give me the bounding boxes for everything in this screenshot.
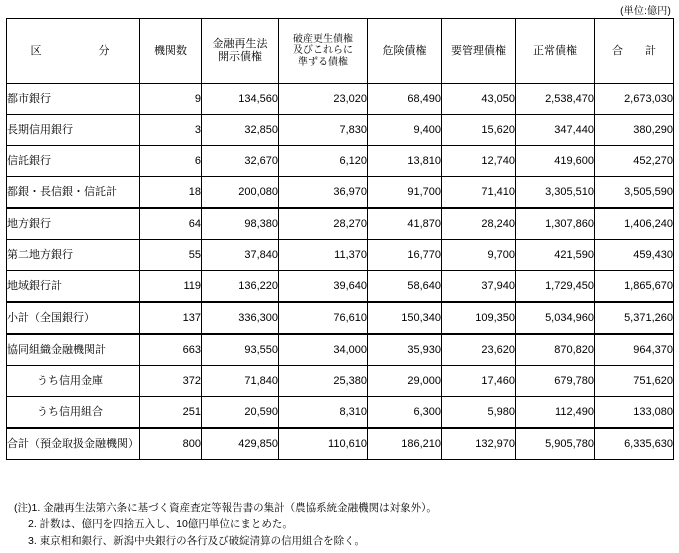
row-label: 地方銀行 — [7, 208, 140, 240]
cell-total: 380,290 — [595, 115, 674, 146]
cell-doubtful-claims: 91,700 — [368, 177, 442, 209]
row-label: 小計（全国銀行） — [7, 302, 140, 334]
cell-institutions: 663 — [140, 334, 202, 366]
cell-disclosed-claims: 37,840 — [202, 240, 279, 271]
cell-institutions: 9 — [140, 84, 202, 115]
unit-note: (単位:億円) — [620, 6, 671, 17]
cell-disclosed-claims: 134,560 — [202, 84, 279, 115]
cell-institutions: 372 — [140, 366, 202, 397]
cell-bankrupt-claims: 110,610 — [279, 428, 368, 460]
table-row — [7, 240, 674, 271]
table-header-row — [7, 19, 674, 84]
cell-disclosed-claims: 93,550 — [202, 334, 279, 366]
cell-normal-claims: 419,600 — [516, 146, 595, 177]
cell-doubtful-claims: 68,490 — [368, 84, 442, 115]
cell-normal-claims: 870,820 — [516, 334, 595, 366]
table-row — [7, 397, 674, 429]
cell-bankrupt-claims: 6,120 — [279, 146, 368, 177]
table-row — [7, 84, 674, 115]
cell-normal-claims: 347,440 — [516, 115, 595, 146]
cell-doubtful-claims: 16,770 — [368, 240, 442, 271]
column-header-institutions: 機関数 — [140, 19, 202, 84]
cell-substandard-claims: 15,620 — [442, 115, 516, 146]
cell-bankrupt-claims: 23,020 — [279, 84, 368, 115]
cell-disclosed-claims: 136,220 — [202, 271, 279, 303]
cell-bankrupt-claims: 36,970 — [279, 177, 368, 209]
cell-bankrupt-claims: 7,830 — [279, 115, 368, 146]
cell-institutions: 55 — [140, 240, 202, 271]
cell-doubtful-claims: 35,930 — [368, 334, 442, 366]
cell-substandard-claims: 43,050 — [442, 84, 516, 115]
column-header-bankrupt-claims — [279, 19, 368, 84]
cell-bankrupt-claims: 25,380 — [279, 366, 368, 397]
cell-disclosed-claims: 336,300 — [202, 302, 279, 334]
cell-normal-claims: 421,590 — [516, 240, 595, 271]
cell-substandard-claims: 9,700 — [442, 240, 516, 271]
cell-bankrupt-claims: 11,370 — [279, 240, 368, 271]
cell-total: 133,080 — [595, 397, 674, 429]
column-header-doubtful-claims: 危険債権 — [368, 19, 442, 84]
table-row — [7, 146, 674, 177]
cell-normal-claims: 1,307,860 — [516, 208, 595, 240]
cell-disclosed-claims: 20,590 — [202, 397, 279, 429]
row-label: 信託銀行 — [7, 146, 140, 177]
table-row — [7, 208, 674, 240]
cell-institutions: 3 — [140, 115, 202, 146]
cell-disclosed-claims: 429,850 — [202, 428, 279, 460]
cell-normal-claims: 5,034,960 — [516, 302, 595, 334]
cell-total: 964,370 — [595, 334, 674, 366]
cell-total: 1,406,240 — [595, 208, 674, 240]
cell-doubtful-claims: 29,000 — [368, 366, 442, 397]
cell-normal-claims: 679,780 — [516, 366, 595, 397]
cell-substandard-claims: 23,620 — [442, 334, 516, 366]
row-label: 第二地方銀行 — [7, 240, 140, 271]
cell-disclosed-claims: 32,670 — [202, 146, 279, 177]
row-label: うち信用組合 — [7, 397, 140, 429]
cell-bankrupt-claims: 76,610 — [279, 302, 368, 334]
row-label: 都銀・長信銀・信託計 — [7, 177, 140, 209]
column-header-kubun: 区 分 — [7, 19, 140, 84]
cell-normal-claims: 112,490 — [516, 397, 595, 429]
column-header-normal-claims: 正常債権 — [516, 19, 595, 84]
table-row — [7, 115, 674, 146]
financial-table — [6, 18, 674, 460]
table-row — [7, 271, 674, 303]
cell-institutions: 18 — [140, 177, 202, 209]
cell-disclosed-claims: 200,080 — [202, 177, 279, 209]
row-label: 合計（預金取扱金融機関） — [7, 428, 140, 460]
cell-doubtful-claims: 9,400 — [368, 115, 442, 146]
row-label: 地域銀行計 — [7, 271, 140, 303]
cell-total: 751,620 — [595, 366, 674, 397]
cell-normal-claims: 2,538,470 — [516, 84, 595, 115]
column-header-disclosed-claims — [202, 19, 279, 84]
cell-total: 2,673,030 — [595, 84, 674, 115]
footnote-3: 3. 東京相和銀行、新潟中央銀行の各行及び破綻清算の信用組合を除く。 — [28, 534, 365, 547]
cell-disclosed-claims: 71,840 — [202, 366, 279, 397]
cell-total: 5,371,260 — [595, 302, 674, 334]
cell-total: 1,865,670 — [595, 271, 674, 303]
row-label: 協同組織金融機関計 — [7, 334, 140, 366]
cell-institutions: 119 — [140, 271, 202, 303]
cell-doubtful-claims: 41,870 — [368, 208, 442, 240]
cell-total: 3,505,590 — [595, 177, 674, 209]
cell-total: 6,335,630 — [595, 428, 674, 460]
cell-bankrupt-claims: 28,270 — [279, 208, 368, 240]
table-row — [7, 177, 674, 209]
cell-institutions: 251 — [140, 397, 202, 429]
cell-substandard-claims: 37,940 — [442, 271, 516, 303]
cell-substandard-claims: 12,740 — [442, 146, 516, 177]
cell-substandard-claims: 17,460 — [442, 366, 516, 397]
cell-doubtful-claims: 186,210 — [368, 428, 442, 460]
column-header-bankrupt-claims-line2: 及びこれらに — [293, 45, 353, 57]
cell-doubtful-claims: 150,340 — [368, 302, 442, 334]
cell-institutions: 64 — [140, 208, 202, 240]
cell-normal-claims: 5,905,780 — [516, 428, 595, 460]
cell-doubtful-claims: 13,810 — [368, 146, 442, 177]
cell-institutions: 137 — [140, 302, 202, 334]
cell-disclosed-claims: 98,380 — [202, 208, 279, 240]
row-label: 都市銀行 — [7, 84, 140, 115]
footnote-2: 2. 計数は、億円を四捨五入し、10億円単位にまとめた。 — [28, 518, 293, 531]
column-header-substandard-claims: 要管理債権 — [442, 19, 516, 84]
table-row — [7, 428, 674, 460]
cell-bankrupt-claims: 8,310 — [279, 397, 368, 429]
column-header-disclosed-claims-line2: 開示債権 — [218, 51, 262, 63]
cell-substandard-claims: 71,410 — [442, 177, 516, 209]
row-label: うち信用金庫 — [7, 366, 140, 397]
cell-substandard-claims: 28,240 — [442, 208, 516, 240]
table-row — [7, 334, 674, 366]
column-header-bankrupt-claims-line3: 準ずる債権 — [298, 56, 348, 68]
column-header-total: 合 計 — [595, 19, 674, 84]
row-label: 長期信用銀行 — [7, 115, 140, 146]
cell-bankrupt-claims: 39,640 — [279, 271, 368, 303]
cell-doubtful-claims: 6,300 — [368, 397, 442, 429]
cell-substandard-claims: 109,350 — [442, 302, 516, 334]
footnotes — [14, 500, 437, 549]
table-header — [7, 19, 674, 84]
cell-total: 459,430 — [595, 240, 674, 271]
column-header-bankrupt-claims-line1: 破産更生債権 — [293, 33, 353, 45]
cell-institutions: 6 — [140, 146, 202, 177]
cell-total: 452,270 — [595, 146, 674, 177]
cell-institutions: 800 — [140, 428, 202, 460]
cell-doubtful-claims: 58,640 — [368, 271, 442, 303]
cell-normal-claims: 3,305,510 — [516, 177, 595, 209]
column-header-disclosed-claims-line1: 金融再生法 — [212, 38, 268, 51]
cell-normal-claims: 1,729,450 — [516, 271, 595, 303]
table-body — [7, 84, 674, 460]
cell-bankrupt-claims: 34,000 — [279, 334, 368, 366]
cell-disclosed-claims: 32,850 — [202, 115, 279, 146]
table-row — [7, 302, 674, 334]
footnote-1: (注)1. 金融再生法第六条に基づく資産査定等報告書の集計（農協系統金融機関は対象外）。 — [14, 502, 437, 514]
cell-substandard-claims: 5,980 — [442, 397, 516, 429]
cell-substandard-claims: 132,970 — [442, 428, 516, 460]
table-row — [7, 366, 674, 397]
